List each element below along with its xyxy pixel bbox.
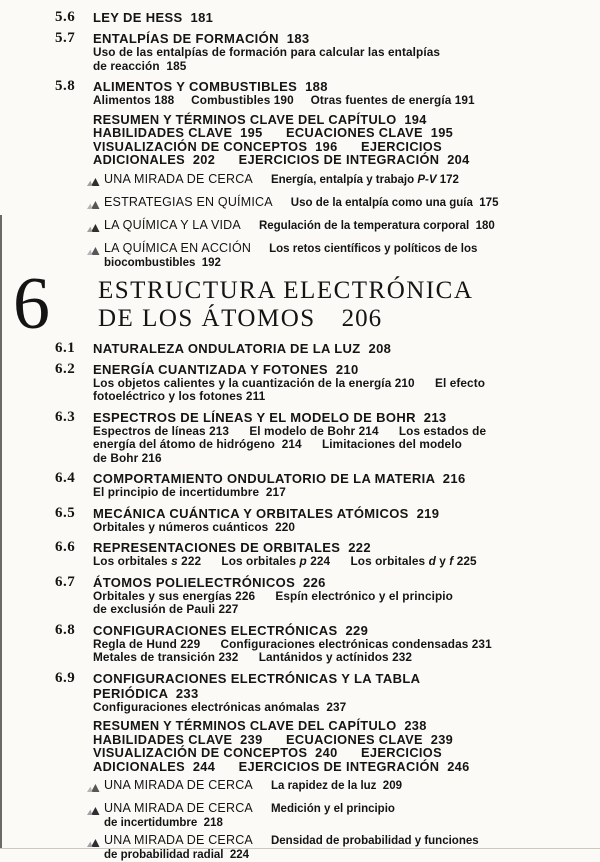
chapter5-features bbox=[55, 171, 576, 270]
toc-section-6-7 bbox=[55, 575, 576, 617]
subsection-line: Uso de las entalpías de formación para calcular las entalpías bbox=[93, 46, 576, 60]
end-matter-line: RESUMEN Y TÉRMINOS CLAVE DEL CAPÍTULO 194 bbox=[93, 113, 576, 127]
end-matter-line: RESUMEN Y TÉRMINOS CLAVE DEL CAPÍTULO 238 bbox=[93, 719, 576, 733]
end-matter-line: VISUALIZACIÓN DE CONCEPTOS 240 EJERCICIOS bbox=[93, 746, 576, 760]
section-title: COMPORTAMIENTO ONDULATORIO DE LA MATERIA 216 bbox=[93, 471, 576, 486]
toc-section-6-4 bbox=[55, 471, 576, 500]
toc-section-5-6 bbox=[55, 10, 576, 25]
subsection-line: Configuraciones electrónicas anómalas 237 bbox=[93, 701, 576, 715]
feature-description: Medición y el principio bbox=[271, 803, 395, 815]
feature-name: UNA MIRADA DE CERCA bbox=[104, 172, 253, 186]
section-title: ALIMENTOS Y COMBUSTIBLES 188 bbox=[93, 79, 576, 94]
triangle-marker-icon bbox=[87, 171, 104, 192]
end-matter-line: HABILIDADES CLAVE 195 ECUACIONES CLAVE 195 bbox=[93, 126, 576, 140]
triangle-marker-icon bbox=[87, 240, 104, 270]
subsection-line: Alimentos 188 Combustibles 190 Otras fuentes de energía 191 bbox=[93, 94, 576, 108]
subsection-line: Orbitales y sus energías 226 Espín electrónico y el principio bbox=[93, 590, 576, 604]
subsection-line: energía del átomo de hidrógeno 214 Limitaciones del modelo bbox=[93, 438, 576, 452]
feature-item bbox=[87, 832, 576, 862]
feature-name: ESTRATEGIAS EN QUÍMICA bbox=[104, 195, 273, 209]
section-title: ESPECTROS DE LÍNEAS Y EL MODELO DE BOHR 213 bbox=[93, 410, 576, 425]
section-title: ÁTOMOS POLIELECTRÓNICOS 226 bbox=[93, 575, 576, 590]
section-title: LEY DE HESS 181 bbox=[93, 10, 576, 25]
feature-name: LA QUÍMICA EN ACCIÓN bbox=[104, 241, 251, 255]
feature-item bbox=[87, 777, 576, 798]
toc-section-5-7 bbox=[55, 31, 576, 73]
toc-section-6-5 bbox=[55, 506, 576, 535]
scan-edge-left bbox=[0, 215, 2, 849]
section-title: CONFIGURACIONES ELECTRÓNICAS Y LA TABLA bbox=[93, 671, 576, 686]
chapter-number: 6 bbox=[8, 276, 98, 333]
feature-name: UNA MIRADA DE CERCA bbox=[104, 778, 253, 792]
feature-item bbox=[87, 800, 576, 830]
section-number: 5.7 bbox=[55, 31, 93, 73]
section-number: 6.9 bbox=[55, 671, 93, 715]
end-matter-line: HABILIDADES CLAVE 239 ECUACIONES CLAVE 239 bbox=[93, 733, 576, 747]
feature-description: Uso de la entalpía como una guía 175 bbox=[291, 197, 499, 209]
subsection-line: Los objetos calientes y la cuantización de la energía 210 El efecto bbox=[93, 377, 576, 391]
toc-section-6-2 bbox=[55, 362, 576, 404]
toc-section-6-3 bbox=[55, 410, 576, 466]
feature-name: UNA MIRADA DE CERCA bbox=[104, 801, 253, 815]
chapter-title-line: ESTRUCTURA ELECTRÓNICA bbox=[98, 277, 473, 305]
section-title: ENERGÍA CUANTIZADA Y FOTONES 210 bbox=[93, 362, 576, 377]
toc-section-6-8 bbox=[55, 623, 576, 665]
feature-name: UNA MIRADA DE CERCA bbox=[104, 833, 253, 847]
subsection-line: Metales de transición 232 Lantánidos y actínidos 232 bbox=[93, 651, 576, 665]
subsection-line: El principio de incertidumbre 217 bbox=[93, 486, 576, 500]
section-title: CONFIGURACIONES ELECTRÓNICAS 229 bbox=[93, 623, 576, 638]
section-number: 6.3 bbox=[55, 410, 93, 466]
section-number: 5.6 bbox=[55, 10, 93, 25]
triangle-marker-icon bbox=[87, 777, 104, 798]
feature-item bbox=[87, 217, 576, 238]
section-number: 6.2 bbox=[55, 362, 93, 404]
chapter-title-line bbox=[98, 305, 473, 333]
feature-item bbox=[87, 240, 576, 270]
toc-section-6-1 bbox=[55, 341, 576, 356]
feature-description: Regulación de la temperatura corporal 180 bbox=[259, 220, 495, 232]
subsection-line: fotoeléctrico y los fotones 211 bbox=[93, 390, 576, 404]
section-title-line2: PERIÓDICA 233 bbox=[93, 686, 576, 701]
feature-item bbox=[87, 171, 576, 192]
subsection-line: de Bohr 216 bbox=[93, 452, 576, 466]
subsection-line: de reacción 185 bbox=[93, 60, 576, 74]
end-matter-line: ADICIONALES 202 EJERCICIOS DE INTEGRACIÓN 204 bbox=[93, 153, 576, 167]
chapter5-end-matter bbox=[93, 113, 576, 167]
chapter-title-text: DE LOS ÁTOMOS bbox=[98, 305, 316, 332]
triangle-marker-icon bbox=[87, 217, 104, 238]
feature-name: LA QUÍMICA Y LA VIDA bbox=[104, 218, 241, 232]
chapter-title bbox=[98, 276, 473, 333]
section-number: 6.8 bbox=[55, 623, 93, 665]
end-matter-line: VISUALIZACIÓN DE CONCEPTOS 196 EJERCICIOS bbox=[93, 140, 576, 154]
section-title: NATURALEZA ONDULATORIA DE LA LUZ 208 bbox=[93, 341, 576, 356]
toc-section-5-8 bbox=[55, 79, 576, 108]
feature-description: Los retos científicos y políticos de los bbox=[269, 243, 477, 255]
section-title: REPRESENTACIONES DE ORBITALES 222 bbox=[93, 540, 576, 555]
feature-description: Energía, entalpía y trabajo P-V 172 bbox=[271, 174, 459, 186]
triangle-marker-icon bbox=[87, 800, 104, 830]
triangle-marker-icon bbox=[87, 832, 104, 862]
feature-description-continued: biocombustibles 192 bbox=[104, 257, 576, 270]
subsection-line: Orbitales y números cuánticos 220 bbox=[93, 521, 576, 535]
feature-item bbox=[87, 194, 576, 215]
section-title: MECÁNICA CUÁNTICA Y ORBITALES ATÓMICOS 219 bbox=[93, 506, 576, 521]
section-number: 6.4 bbox=[55, 471, 93, 500]
subsection-line: Los orbitales s 222 Los orbitales p 224 Los orbitales d y f 225 bbox=[93, 555, 576, 569]
section-number: 6.5 bbox=[55, 506, 93, 535]
toc-section-6-6 bbox=[55, 540, 576, 569]
subsection-line: Regla de Hund 229 Configuraciones electrónicas condensadas 231 bbox=[93, 638, 576, 652]
chapter5-toc bbox=[55, 10, 576, 270]
section-number: 6.7 bbox=[55, 575, 93, 617]
section-title: ENTALPÍAS DE FORMACIÓN 183 bbox=[93, 31, 576, 46]
feature-description-continued: de incertidumbre 218 bbox=[104, 817, 576, 830]
chapter6-features bbox=[55, 777, 576, 862]
chapter6-heading bbox=[8, 276, 576, 333]
feature-description-continued: de probabilidad radial 224 bbox=[104, 849, 576, 862]
triangle-marker-icon bbox=[87, 194, 104, 215]
section-number: 6.1 bbox=[55, 341, 93, 356]
subsection-line: Espectros de líneas 213 El modelo de Bohr 214 Los estados de bbox=[93, 425, 576, 439]
toc-section-6-9 bbox=[55, 671, 576, 715]
subsection-line: de exclusión de Pauli 227 bbox=[93, 603, 576, 617]
feature-description: La rapidez de la luz 209 bbox=[271, 780, 402, 792]
feature-description: Densidad de probabilidad y funciones bbox=[271, 835, 479, 847]
end-matter-line: ADICIONALES 244 EJERCICIOS DE INTEGRACIÓN 246 bbox=[93, 760, 576, 774]
chapter-page-number: 206 bbox=[342, 305, 383, 332]
chapter6-toc bbox=[55, 341, 576, 862]
chapter6-end-matter bbox=[93, 719, 576, 773]
section-number: 6.6 bbox=[55, 540, 93, 569]
section-number: 5.8 bbox=[55, 79, 93, 108]
